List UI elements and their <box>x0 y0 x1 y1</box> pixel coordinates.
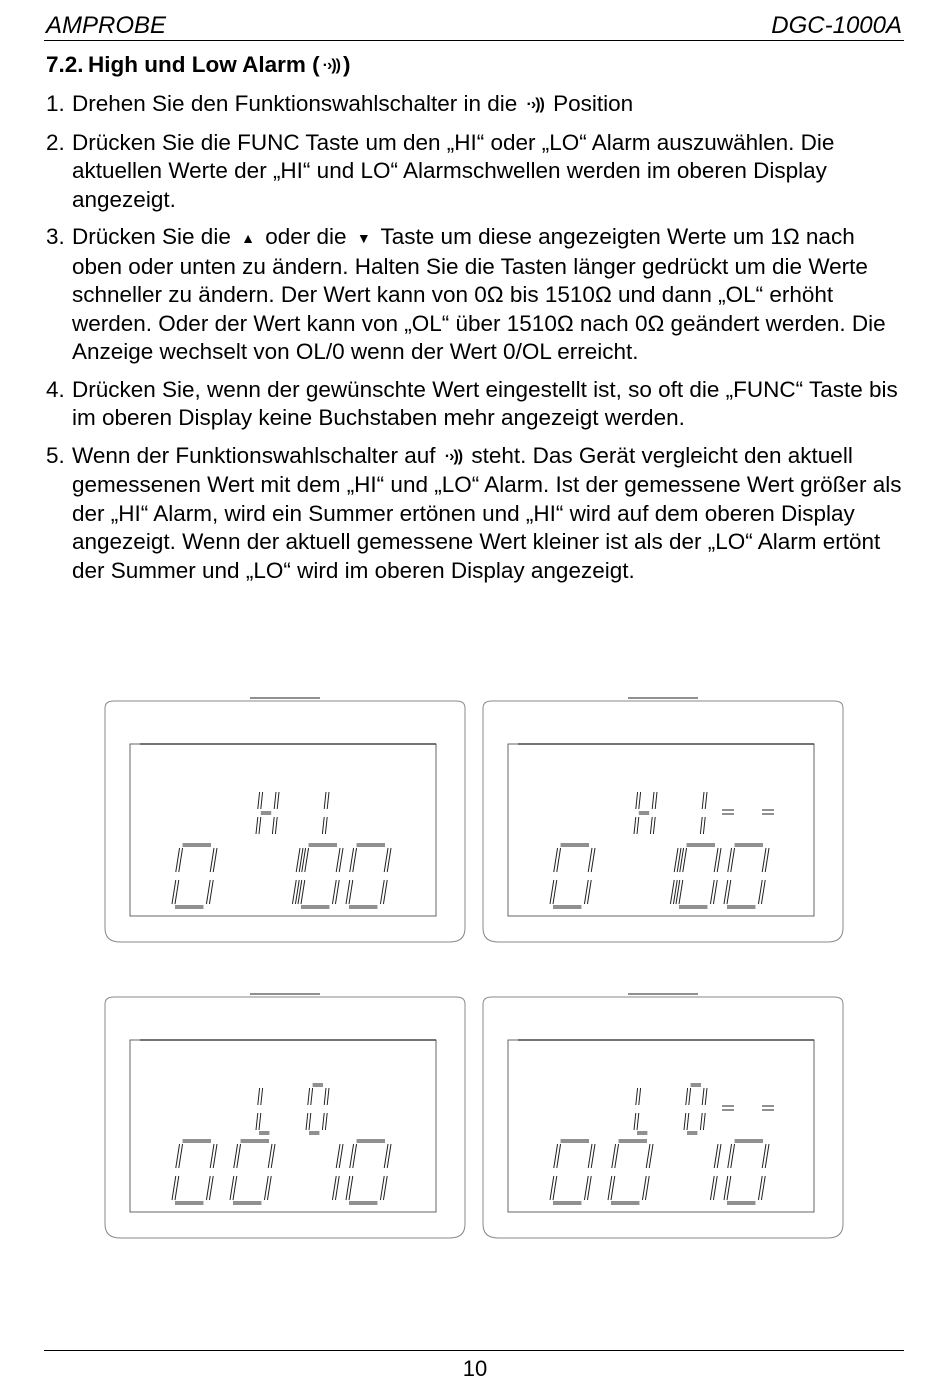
step-text: Drücken Sie die FUNC Taste um den „HI“ oder „LO“ Alarm auszuwählen. Die aktuellen Werte der „HI“ und LO“ Alarmschwellen werden im oberen Display angezeigt. <box>72 129 835 212</box>
list-item <box>46 442 904 586</box>
list-item <box>46 376 904 433</box>
lcd-main-digit <box>298 844 343 908</box>
section-number: 7.2. <box>46 52 84 77</box>
lcd-main-digit <box>332 1144 343 1200</box>
lcd-main-digit <box>710 1144 721 1200</box>
lcd-main-digit <box>172 1140 217 1204</box>
lcd-main-digit <box>670 848 681 904</box>
lcd-display-hi <box>100 696 470 946</box>
step-number: 5. <box>46 442 65 468</box>
lcd-main-digit <box>724 1140 769 1204</box>
lcd-main-digit <box>172 844 217 908</box>
lcd-main-digit <box>346 1140 391 1204</box>
step-list <box>46 90 904 594</box>
lcd-top-char <box>634 792 657 834</box>
down-arrow-icon: ▼ <box>356 230 371 246</box>
lcd-main-digit <box>550 844 595 908</box>
lcd-display-lo-set <box>478 992 848 1242</box>
brand-name: AMPROBE <box>46 12 167 39</box>
lcd-window <box>508 1040 814 1212</box>
lcd-display-lo <box>100 992 470 1242</box>
buzzer-icon: ·›)) <box>322 57 340 74</box>
lcd-top-char <box>256 792 279 834</box>
step-text: Position <box>553 91 634 116</box>
lcd-window <box>508 744 814 916</box>
lcd-top-char <box>306 1084 329 1134</box>
lcd-top-char <box>700 792 707 834</box>
lcd-main-digit <box>724 844 769 908</box>
lcd-main-digit <box>292 848 303 904</box>
step-number: 4. <box>46 376 65 402</box>
step-text: steht. Das Gerät vergleicht den aktuell gemessenen Wert mit dem „HI“ und „LO“ Alarm. Ist der gemessene Wert größer als der „HI“ Alarm, wird ein Summer ertönen und „HI“ wird auf dem oberen Display angezeigt. Wenn der aktuell gemessene Wert kleiner ist als der „LO“ Alarm ertönt der Summer und „LO“ wird im oberen Display angezeigt. <box>72 442 902 583</box>
lcd-frame <box>105 997 465 1238</box>
buzzer-icon: ·›)) <box>526 96 544 113</box>
step-text: Drehen Sie den Funktionswahlschalter in die <box>72 91 518 116</box>
section-title-end: ) <box>342 52 351 77</box>
lcd-window <box>130 744 436 916</box>
lcd-frame <box>105 701 465 942</box>
step-text: oder die <box>265 224 347 249</box>
lcd-main-digit <box>608 1140 653 1204</box>
up-arrow-icon: ▲ <box>241 230 255 246</box>
step-text: Wenn der Funktionswahlschalter auf <box>72 442 436 468</box>
step-number: 1. <box>46 91 65 116</box>
lcd-top-char <box>322 792 329 834</box>
lcd-main-digit <box>346 844 391 908</box>
step-number: 3. <box>46 224 65 249</box>
list-item <box>46 223 904 367</box>
section-heading <box>46 52 350 78</box>
page-header <box>44 10 904 41</box>
lcd-display-hi-set <box>478 696 848 946</box>
lcd-top-char <box>256 1088 269 1134</box>
section-title-text: High und Low Alarm ( <box>88 52 320 77</box>
step-text: Drücken Sie die <box>72 224 231 249</box>
lcd-main-digit <box>230 1140 275 1204</box>
step-text: Taste um diese angezeigten Werte um 1Ω nach oben oder unten zu ändern. Halten Sie die Tasten länger gedrückt um die Werte schneller zu ändern. Der Wert kann von 0Ω bis 1510Ω und dann „OL“ erhöht werden. Oder der Wert kann von „OL“ über 1510Ω nach 0Ω geändert werden. Die Anzeige wechselt von OL/0 wenn der Wert 0/OL erreicht. <box>72 224 886 364</box>
page-number: 10 <box>462 1356 488 1381</box>
lcd-frame <box>483 701 843 942</box>
buzzer-icon: ·›)) <box>444 447 463 465</box>
footer-divider <box>44 1350 904 1351</box>
model-name: DGC-1000A <box>771 12 902 39</box>
lcd-main-digit <box>550 1140 595 1204</box>
lcd-top-char <box>684 1084 707 1134</box>
list-item <box>46 90 904 120</box>
list-item <box>46 129 904 215</box>
lcd-main-digit <box>676 844 721 908</box>
lcd-window <box>130 1040 436 1212</box>
lcd-frame <box>483 997 843 1238</box>
step-text: Drücken Sie, wenn der gewünschte Wert eingestellt ist, so oft die „FUNC“ Taste bis im oberen Display keine Buchstaben mehr angezeigt werden. <box>72 376 898 430</box>
step-number: 2. <box>46 129 65 155</box>
lcd-top-char <box>634 1088 647 1134</box>
